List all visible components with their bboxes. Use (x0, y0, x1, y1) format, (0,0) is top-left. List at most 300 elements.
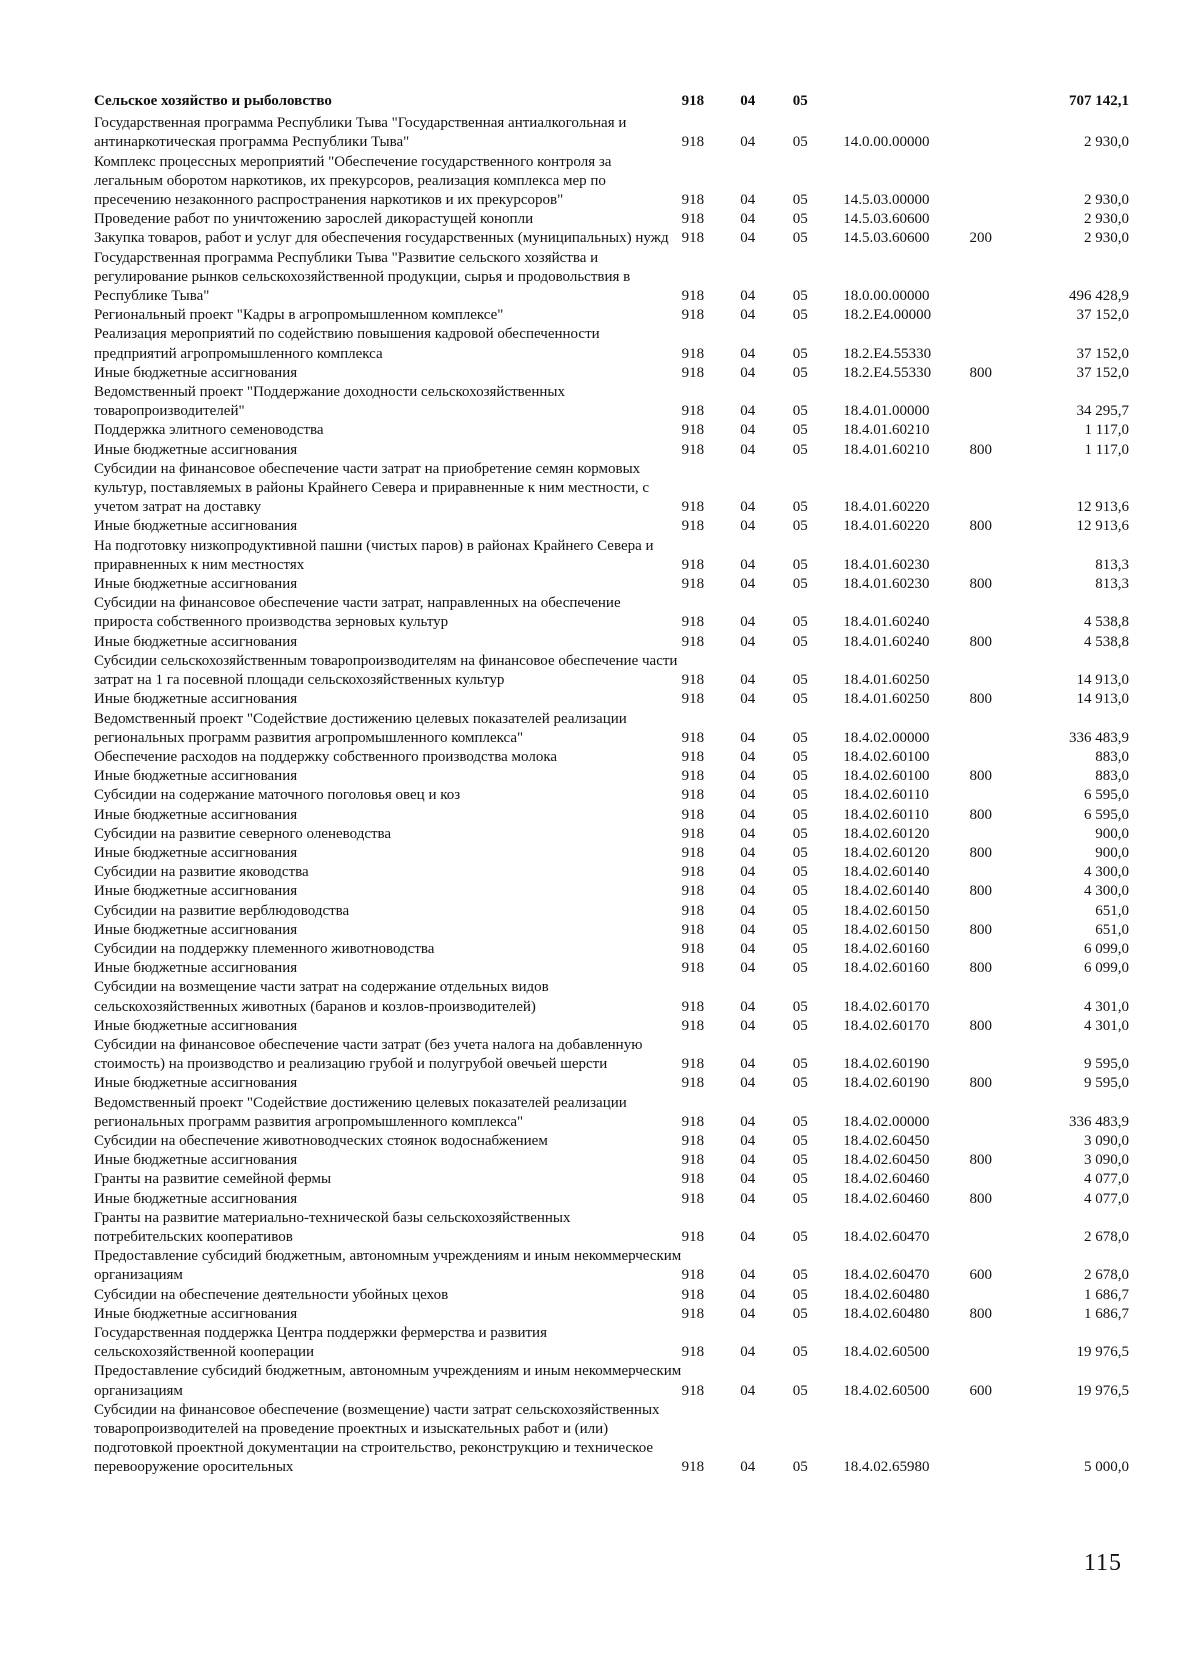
row-name: Субсидии на финансовое обеспечение части затрат (без учета налога на добавленную стоимость) на производство и реализацию грубой и полугрубой овечьей шерсти (94, 1036, 643, 1073)
ministry-code: 918 (681, 230, 705, 247)
amount: 12 913,6 (1076, 518, 1129, 535)
table-row (94, 978, 1129, 1016)
ministry-code: 918 (681, 307, 705, 324)
table-row (94, 1286, 1129, 1305)
ministry-code: 918 (681, 1132, 705, 1149)
target-article-code: 18.4.01.60220 (843, 499, 930, 516)
subsection-code: 05 (792, 1190, 808, 1207)
table-row (94, 921, 1129, 940)
ministry-code: 918 (681, 1113, 705, 1130)
expense-type-code (969, 1094, 1025, 1132)
table-row (94, 652, 1129, 690)
amount: 6 595,0 (1084, 787, 1129, 804)
target-article-code: 18.4.02.00000 (843, 729, 930, 746)
ministry-code: 918 (681, 422, 705, 439)
table-row (94, 210, 1129, 229)
amount: 2 930,0 (1084, 211, 1129, 228)
subsection-code: 05 (792, 787, 808, 804)
subsection-code: 05 (792, 1344, 808, 1361)
ministry-code: 918 (681, 729, 705, 746)
row-name: Субсидии сельскохозяйственным товаропроизводителям на финансовое обеспечение части затрат на 1 га посевной площади сельскохозяйственных культур (94, 652, 678, 689)
amount: 37 152,0 (1076, 364, 1129, 381)
ministry-code: 918 (681, 364, 705, 381)
ministry-code: 918 (681, 441, 705, 458)
row-name: Иные бюджетные ассигнования (94, 921, 298, 938)
target-article-code: 18.4.01.60240 (843, 614, 930, 631)
expense-type-code (969, 1132, 1025, 1151)
target-article-code: 18.4.01.00000 (843, 403, 930, 420)
section-code: 04 (740, 1075, 756, 1092)
row-name: Иные бюджетные ассигнования (94, 1017, 298, 1034)
section-code: 04 (740, 345, 756, 362)
row-name: Государственная программа Республики Тыва "Развитие сельского хозяйства и регулирование рынков сельскохозяйственной продукции, сырья и продовольствия в Республике Тыва" (94, 249, 631, 305)
subsection-code: 05 (792, 672, 808, 689)
row-name: Субсидии на развитие верблюдоводства (94, 902, 350, 919)
section-code: 04 (740, 364, 756, 381)
table-row (94, 1324, 1129, 1362)
section-code: 04 (740, 902, 756, 919)
subsection-code: 05 (792, 883, 808, 900)
ministry-code: 918 (681, 960, 705, 977)
subsection-code: 05 (792, 1382, 808, 1399)
ministry-code: 918 (681, 1228, 705, 1245)
table-row (94, 748, 1129, 767)
target-article-code: 18.4.02.60450 (843, 1152, 930, 1169)
row-name: Иные бюджетные ассигнования (94, 441, 298, 458)
expense-type-code: 800 (969, 806, 992, 823)
ministry-code: 918 (681, 614, 705, 631)
section-code: 04 (740, 998, 756, 1015)
ministry-code: 918 (681, 998, 705, 1015)
subsection-code: 05 (792, 691, 808, 708)
section-code: 04 (740, 921, 756, 938)
expense-type-code (969, 710, 1025, 748)
expense-type-code (969, 748, 1025, 767)
target-article-code: 18.4.02.60460 (843, 1190, 930, 1207)
row-name: Субсидии на финансовое обеспечение части затрат на приобретение семян кормовых культур, поставляемых в районы Крайнего Севера и приравненные к ним местности, с учетом затрат на доставку (94, 460, 650, 516)
expense-type-code (969, 537, 1025, 575)
ministry-code: 918 (681, 768, 705, 785)
amount: 14 913,0 (1076, 672, 1129, 689)
table-row (94, 325, 1129, 363)
table-row (94, 1362, 1129, 1400)
expense-type-code: 800 (969, 518, 992, 535)
section-code: 04 (740, 1171, 756, 1188)
expense-type-code (969, 1209, 1025, 1247)
ministry-code: 918 (681, 499, 705, 516)
ministry-code: 918 (681, 633, 705, 650)
table-row (94, 594, 1129, 632)
row-name: Субсидии на финансовое обеспечение (возмещение) части затрат сельскохозяйственных товаропроизводителей на проведение проектных и изыскательных работ и (или) подготовкой проектной документации на строительство, реконструкцию и техническое перевооружение оросительных (94, 1401, 660, 1476)
table-row (94, 575, 1129, 594)
ministry-code: 918 (681, 1075, 705, 1092)
ministry-code: 918 (681, 806, 705, 823)
section-code: 04 (740, 192, 756, 209)
ministry-code: 918 (681, 192, 705, 209)
expense-type-code (969, 421, 1025, 440)
ministry-code: 918 (681, 825, 705, 842)
expense-type-code: 800 (969, 960, 992, 977)
target-article-code: 18.4.02.60120 (843, 844, 930, 861)
row-name: Субсидии на обеспечение животноводческих стоянок водоснабжением (94, 1132, 548, 1149)
row-name: Иные бюджетные ассигнования (94, 691, 298, 708)
subsection-code: 05 (792, 403, 808, 420)
section-code: 04 (740, 499, 756, 516)
amount: 336 483,9 (1069, 729, 1129, 746)
amount: 4 301,0 (1084, 1017, 1129, 1034)
row-name: Проведение работ по уничтожению зарослей дикорастущей конопли (94, 211, 534, 228)
ministry-code: 918 (681, 576, 705, 593)
section-code: 04 (740, 614, 756, 631)
row-name: На подготовку низкопродуктивной пашни (чистых паров) в районах Крайнего Севера и приравненных к ним местностях (94, 537, 654, 573)
amount: 707 142,1 (1069, 93, 1129, 109)
table-row (94, 1132, 1129, 1151)
row-name: Иные бюджетные ассигнования (94, 1152, 298, 1169)
subsection-code: 05 (792, 134, 808, 151)
amount: 4 538,8 (1084, 633, 1129, 650)
expense-type-code (969, 249, 1025, 307)
expense-type-code (969, 325, 1025, 363)
expense-type-code (969, 460, 1025, 518)
ministry-code: 918 (681, 211, 705, 228)
row-name: Ведомственный проект "Содействие достижению целевых показателей реализации региональных программ развития агропромышленного комплекса" (94, 710, 627, 746)
expense-type-code (969, 978, 1025, 1016)
expense-type-code: 800 (969, 691, 992, 708)
target-article-code: 18.4.02.60450 (843, 1132, 930, 1149)
table-row (94, 364, 1129, 383)
subsection-code: 05 (792, 307, 808, 324)
subsection-code: 05 (792, 1132, 808, 1149)
amount: 900,0 (1095, 825, 1129, 842)
subsection-code: 05 (792, 1228, 808, 1245)
expense-type-code (969, 383, 1025, 421)
section-code: 04 (740, 1152, 756, 1169)
target-article-code: 18.4.02.60170 (843, 998, 930, 1015)
table-row (94, 1170, 1129, 1189)
table-row (94, 306, 1129, 325)
expense-type-code: 200 (969, 230, 992, 247)
subsection-code: 05 (792, 576, 808, 593)
table-row (94, 690, 1129, 709)
target-article-code: 18.4.02.60140 (843, 883, 930, 900)
section-code: 04 (740, 825, 756, 842)
subsection-code: 05 (792, 518, 808, 535)
ministry-code: 918 (681, 787, 705, 804)
amount: 2 678,0 (1084, 1267, 1129, 1284)
row-name: Иные бюджетные ассигнования (94, 960, 298, 977)
target-article-code: 18.4.02.00000 (843, 1113, 930, 1130)
amount: 6 099,0 (1084, 940, 1129, 957)
amount: 14 913,0 (1076, 691, 1129, 708)
target-article-code: 18.2.Е4.00000 (843, 307, 932, 324)
subsection-code: 05 (792, 211, 808, 228)
target-article-code: 18.2.Е4.55330 (843, 364, 932, 381)
section-code: 04 (740, 633, 756, 650)
amount: 813,3 (1095, 576, 1129, 593)
table-row (94, 825, 1129, 844)
target-article-code: 14.5.03.60600 (843, 230, 930, 247)
target-article-code: 18.4.01.60230 (843, 556, 930, 573)
table-row (94, 1151, 1129, 1170)
subsection-code: 05 (792, 1267, 808, 1284)
section-code: 04 (740, 960, 756, 977)
subsection-code: 05 (792, 768, 808, 785)
expense-type-code: 800 (969, 768, 992, 785)
amount: 4 077,0 (1084, 1190, 1129, 1207)
table-row (94, 383, 1129, 421)
section-code: 04 (740, 844, 756, 861)
page-number: 115 (1083, 1550, 1122, 1576)
amount: 2 930,0 (1084, 134, 1129, 151)
expense-type-code: 800 (969, 1017, 992, 1034)
expense-type-code (969, 114, 1025, 152)
ministry-code: 918 (681, 1286, 705, 1303)
subsection-code: 05 (792, 1075, 808, 1092)
row-name: Субсидии на развитие яководства (94, 864, 309, 881)
table-row (94, 92, 1129, 114)
amount: 4 077,0 (1084, 1171, 1129, 1188)
subsection-code: 05 (792, 633, 808, 650)
section-code: 04 (740, 307, 756, 324)
amount: 2 678,0 (1084, 1228, 1129, 1245)
expense-type-code (969, 92, 1025, 114)
section-code: 04 (740, 1305, 756, 1322)
expense-type-code: 800 (969, 633, 992, 650)
target-article-code: 18.4.02.60470 (843, 1267, 930, 1284)
amount: 19 976,5 (1076, 1382, 1129, 1399)
row-name: Обеспечение расходов на поддержку собственного производства молока (94, 748, 558, 765)
ministry-code: 918 (681, 1267, 705, 1284)
subsection-code: 05 (792, 345, 808, 362)
ministry-code: 918 (681, 1152, 705, 1169)
subsection-code: 05 (792, 288, 808, 305)
row-name: Гранты на развитие семейной фермы (94, 1171, 332, 1188)
section-code: 04 (740, 1228, 756, 1245)
section-code: 04 (740, 403, 756, 420)
row-name: Региональный проект "Кадры в агропромышленном комплексе" (94, 307, 504, 324)
section-code: 04 (740, 1382, 756, 1399)
expense-type-code (969, 594, 1025, 632)
row-name: Субсидии на развитие северного оленеводства (94, 825, 392, 842)
table-row (94, 882, 1129, 901)
ministry-code: 918 (681, 1190, 705, 1207)
target-article-code: 18.4.02.60160 (843, 960, 930, 977)
amount: 496 428,9 (1069, 288, 1129, 305)
expense-type-code: 800 (969, 1305, 992, 1322)
table-row (94, 786, 1129, 805)
subsection-code: 05 (792, 230, 808, 247)
target-article-code: 18.4.02.60170 (843, 1017, 930, 1034)
table-row (94, 1209, 1129, 1247)
row-name: Поддержка элитного семеноводства (94, 422, 324, 439)
row-name: Государственная поддержка Центра поддержки фермерства и развития сельскохозяйственной кооперации (94, 1325, 547, 1361)
target-article-code: 18.4.02.60500 (843, 1382, 930, 1399)
expense-type-code (969, 1401, 1025, 1478)
target-article-code: 18.4.02.60110 (843, 806, 929, 823)
target-article-code: 18.4.02.60150 (843, 902, 930, 919)
expense-type-code (969, 786, 1025, 805)
section-code: 04 (740, 806, 756, 823)
row-name: Комплекс процессных мероприятий "Обеспечение государственного контроля за легальным оборотом наркотиков, их прекурсоров, реализация комплекса мер по пресечению незаконного распространения наркотиков и их прекурсоров" (94, 153, 612, 209)
section-code: 04 (740, 787, 756, 804)
target-article-code: 18.4.01.60210 (843, 422, 930, 439)
subsection-code: 05 (792, 1056, 808, 1073)
amount: 1 117,0 (1084, 422, 1129, 439)
section-code: 04 (740, 748, 756, 765)
subsection-code: 05 (792, 844, 808, 861)
ministry-code: 918 (681, 403, 705, 420)
amount: 883,0 (1095, 748, 1129, 765)
row-name: Ведомственный проект "Содействие достижению целевых показателей реализации региональных программ развития агропромышленного комплекса" (94, 1094, 627, 1130)
ministry-code: 918 (681, 902, 705, 919)
ministry-code: 918 (681, 93, 705, 109)
ministry-code: 918 (681, 134, 705, 151)
section-code: 04 (740, 556, 756, 573)
ministry-code: 918 (681, 1344, 705, 1361)
row-name: Иные бюджетные ассигнования (94, 844, 298, 861)
amount: 813,3 (1095, 556, 1129, 573)
row-name: Иные бюджетные ассигнования (94, 633, 298, 650)
table-row (94, 863, 1129, 882)
target-article-code: 18.4.02.60470 (843, 1228, 930, 1245)
amount: 6 099,0 (1084, 960, 1129, 977)
section-code: 04 (740, 1056, 756, 1073)
amount: 6 595,0 (1084, 806, 1129, 823)
section-code: 04 (740, 1113, 756, 1130)
row-name: Закупка товаров, работ и услуг для обеспечения государственных (муниципальных) нужд (94, 230, 669, 247)
target-article-code: 18.4.02.60460 (843, 1171, 930, 1188)
row-name: Иные бюджетные ассигнования (94, 1190, 298, 1207)
subsection-code: 05 (792, 921, 808, 938)
row-name: Иные бюджетные ассигнования (94, 576, 298, 593)
amount: 1 686,7 (1084, 1286, 1129, 1303)
row-name: Субсидии на возмещение части затрат на содержание отдельных видов сельскохозяйственных животных (баранов и козлов-производителей) (94, 979, 549, 1015)
amount: 37 152,0 (1076, 307, 1129, 324)
target-article-code: 18.4.01.60250 (843, 672, 930, 689)
subsection-code: 05 (792, 825, 808, 842)
target-article-code: 18.4.02.60480 (843, 1286, 930, 1303)
amount: 651,0 (1095, 921, 1129, 938)
amount: 4 538,8 (1084, 614, 1129, 631)
table-row (94, 1305, 1129, 1324)
subsection-code: 05 (792, 748, 808, 765)
ministry-code: 918 (681, 1459, 705, 1476)
row-name: Субсидии на обеспечение деятельности убойных цехов (94, 1286, 449, 1303)
section-code: 04 (740, 1132, 756, 1149)
section-code: 04 (740, 134, 756, 151)
table-row (94, 1017, 1129, 1036)
table-row (94, 249, 1129, 307)
section-code: 04 (740, 288, 756, 305)
amount: 336 483,9 (1069, 1113, 1129, 1130)
amount: 3 090,0 (1084, 1152, 1129, 1169)
row-name: Иные бюджетные ассигнования (94, 768, 298, 785)
target-article-code: 18.4.02.65980 (843, 1459, 930, 1476)
section-code: 04 (740, 691, 756, 708)
target-article-code: 18.4.02.60160 (843, 940, 930, 957)
amount: 37 152,0 (1076, 345, 1129, 362)
table-row (94, 229, 1129, 248)
section-code: 04 (740, 1459, 756, 1476)
table-row (94, 460, 1129, 518)
expense-type-code (969, 940, 1025, 959)
expense-type-code: 800 (969, 364, 992, 381)
row-name: Иные бюджетные ассигнования (94, 883, 298, 900)
amount: 34 295,7 (1076, 403, 1129, 420)
ministry-code: 918 (681, 883, 705, 900)
ministry-code: 918 (681, 940, 705, 957)
ministry-code: 918 (681, 691, 705, 708)
table-row (94, 537, 1129, 575)
expense-type-code: 800 (969, 921, 992, 938)
subsection-code: 05 (792, 422, 808, 439)
amount: 1 117,0 (1084, 441, 1129, 458)
target-article-code: 18.4.02.60110 (843, 787, 929, 804)
table-row (94, 441, 1129, 460)
row-name: Реализация мероприятий по содействию повышения кадровой обеспеченности предприятий агропромышленного комплекса (94, 326, 600, 362)
expense-type-code: 600 (969, 1267, 992, 1284)
table-row (94, 806, 1129, 825)
amount: 19 976,5 (1076, 1344, 1129, 1361)
expense-type-code (969, 1286, 1025, 1305)
ministry-code: 918 (681, 288, 705, 305)
target-article-code: 18.4.01.60250 (843, 691, 930, 708)
subsection-code: 05 (792, 1286, 808, 1303)
row-name: Субсидии на финансовое обеспечение части затрат, направленных на обеспечение прироста собственного производства зерновых культур (94, 595, 621, 631)
expense-type-code: 800 (969, 1190, 992, 1207)
expense-type-code (969, 1170, 1025, 1189)
target-article-code: 18.4.02.60140 (843, 864, 930, 881)
row-name: Иные бюджетные ассигнования (94, 1075, 298, 1092)
table-row (94, 844, 1129, 863)
expense-type-code: 800 (969, 441, 992, 458)
table-row (94, 153, 1129, 211)
ministry-code: 918 (681, 1056, 705, 1073)
row-name: Иные бюджетные ассигнования (94, 364, 298, 381)
table-row (94, 1247, 1129, 1285)
expense-type-code (969, 825, 1025, 844)
subsection-code: 05 (792, 806, 808, 823)
amount: 5 000,0 (1084, 1459, 1129, 1476)
table-row (94, 114, 1129, 152)
expense-type-code: 800 (969, 883, 992, 900)
row-name: Субсидии на содержание маточного поголовья овец и коз (94, 787, 461, 804)
expense-type-code (969, 306, 1025, 325)
row-name: Гранты на развитие материально-технической базы сельскохозяйственных потребительских кооперативов (94, 1209, 571, 1245)
section-code: 04 (740, 1286, 756, 1303)
ministry-code: 918 (681, 345, 705, 362)
ministry-code: 918 (681, 748, 705, 765)
amount: 4 301,0 (1084, 998, 1129, 1015)
target-article-code: 18.4.02.60150 (843, 921, 930, 938)
subsection-code: 05 (792, 93, 808, 109)
section-code: 04 (740, 93, 756, 109)
row-name: Иные бюджетные ассигнования (94, 1305, 298, 1322)
subsection-code: 05 (792, 614, 808, 631)
section-code: 04 (740, 441, 756, 458)
subsection-code: 05 (792, 940, 808, 957)
amount: 1 686,7 (1084, 1305, 1129, 1322)
section-code: 04 (740, 230, 756, 247)
amount: 883,0 (1095, 768, 1129, 785)
row-name: Иные бюджетные ассигнования (94, 518, 298, 535)
subsection-code: 05 (792, 499, 808, 516)
row-name: Государственная программа Республики Тыва "Государственная антиалкогольная и антинаркотическая программа Республики Тыва" (94, 115, 627, 151)
table-row (94, 517, 1129, 536)
subsection-code: 05 (792, 729, 808, 746)
table-row (94, 1401, 1129, 1478)
amount: 4 300,0 (1084, 864, 1129, 881)
